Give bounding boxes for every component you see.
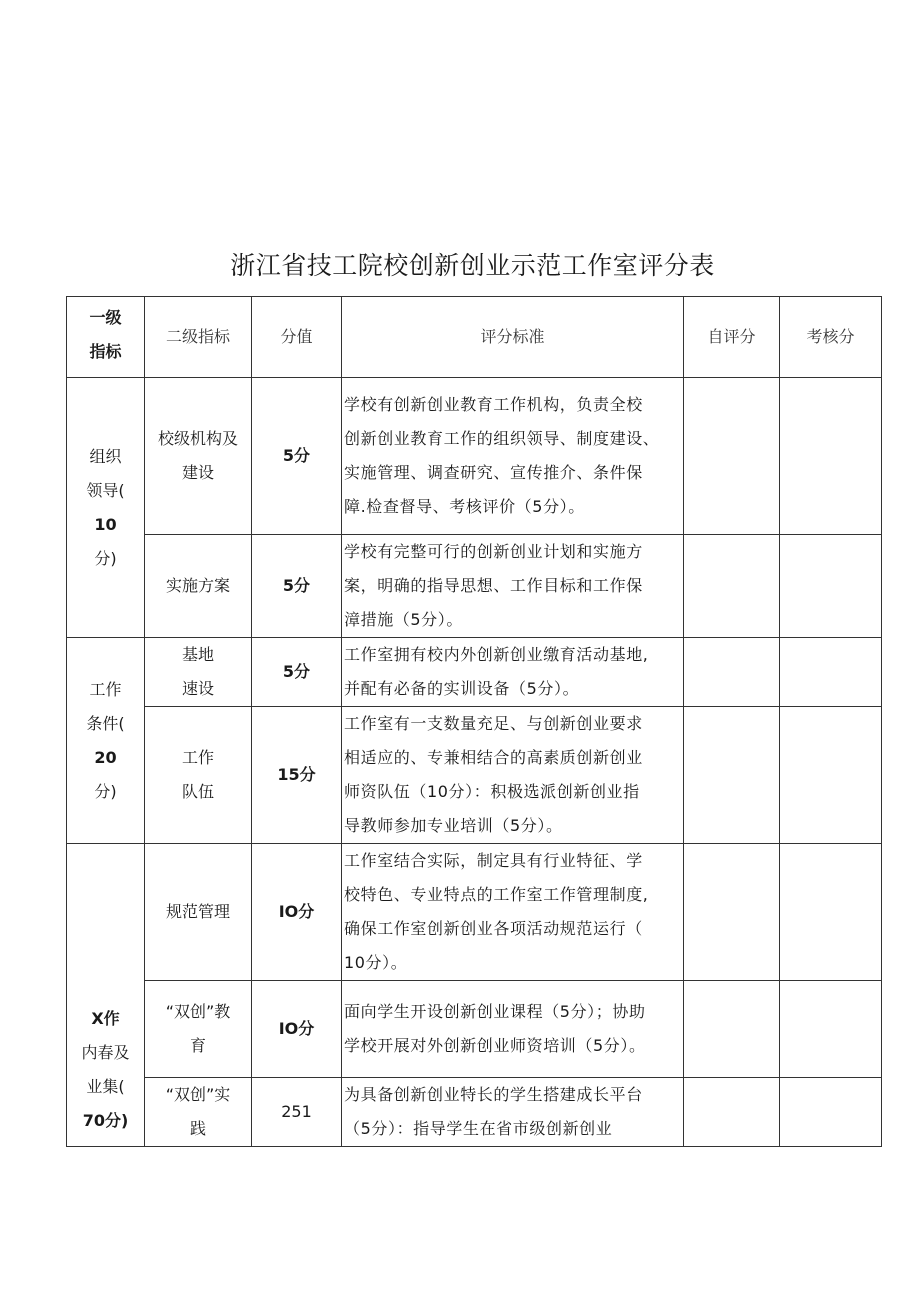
self-score-cell[interactable]	[684, 638, 780, 707]
score-cell: 5分	[252, 638, 342, 707]
level2-line: 工作	[181, 748, 214, 767]
level1-line: 业集(	[86, 1077, 125, 1096]
level2-line: 践	[189, 1119, 206, 1138]
header-standard: 评分标准	[342, 297, 684, 378]
header-level1	[67, 297, 145, 378]
standard-line: 校特色、专业特点的工作室工作管理制度,	[344, 885, 649, 904]
standard-line: 10分）。	[344, 953, 408, 972]
self-score-cell[interactable]	[684, 844, 780, 981]
score-table	[66, 296, 882, 1147]
level2-cell	[145, 1078, 252, 1147]
standard-line: 案，明确的指导思想、工作目标和工作保	[344, 576, 643, 595]
score-cell: 15分	[252, 707, 342, 844]
level2-line: “双创”实	[165, 1085, 231, 1104]
standard-line: 学校有创新创业教育工作机构，负责全校	[344, 395, 643, 414]
standard-line: 学校有完整可行的创新创业计划和实施方	[344, 542, 643, 561]
level1-line: 70分)	[82, 1111, 129, 1130]
level2-line: 基地	[181, 645, 214, 664]
level1-cell	[67, 378, 145, 638]
score-cell: 5分	[252, 535, 342, 638]
standard-cell	[342, 535, 684, 638]
table-row	[67, 844, 882, 981]
standard-line: 为具备创新创业特长的学生搭建成长平台	[344, 1085, 643, 1104]
standard-cell	[342, 981, 684, 1078]
header-level1-line1: 一级	[89, 308, 122, 327]
level2-cell	[145, 378, 252, 535]
self-score-cell[interactable]	[684, 981, 780, 1078]
standard-line: 相适应的、专兼相结合的高素质创新创业	[344, 748, 643, 767]
header-level1-line2: 指标	[89, 342, 122, 361]
review-score-cell[interactable]	[780, 981, 882, 1078]
standard-line: 工作室结合实际，制定具有行业特征、学	[344, 851, 643, 870]
review-score-cell[interactable]	[780, 535, 882, 638]
review-score-cell[interactable]	[780, 1078, 882, 1147]
table-row	[67, 981, 882, 1078]
table-row	[67, 378, 882, 535]
level1-line: 分)	[94, 781, 117, 801]
level2-cell	[145, 707, 252, 844]
table-row	[67, 535, 882, 638]
standard-line: 师资队伍（10分）：积极选派创新创业指	[344, 782, 640, 801]
standard-line: 创新创业教育工作的组织领导、制度建设、	[344, 429, 660, 448]
level2-line: 校级机构及	[157, 429, 238, 448]
level1-line: X作	[91, 1009, 120, 1028]
level1-line: 工作	[89, 679, 122, 699]
standard-line: 学校开展对外创新创业师资培训（5分）。	[344, 1036, 646, 1055]
level1-line: 条件(	[86, 713, 125, 733]
standard-cell	[342, 378, 684, 535]
level1-cell	[67, 844, 145, 1147]
level2-line: 队伍	[181, 782, 214, 801]
level2-cell: 规范管理	[145, 844, 252, 981]
page-title: 浙江省技工院校创新创业示范工作室评分表	[230, 251, 715, 280]
header-row	[67, 297, 882, 378]
review-score-cell[interactable]	[780, 638, 882, 707]
score-cell: IO分	[252, 844, 342, 981]
header-review-score: 考核分	[780, 297, 882, 378]
standard-cell	[342, 707, 684, 844]
standard-line: 面向学生开设创新创业课程（5分）；协助	[344, 1002, 646, 1021]
header-self-score: 自评分	[684, 297, 780, 378]
level1-line: 20	[94, 747, 117, 767]
standard-line: 导教师参加专业培训（5分）。	[344, 816, 563, 835]
standard-line: （5分）：指导学生在省市级创新创业	[344, 1119, 613, 1138]
level1-line: 内春及	[81, 1043, 130, 1062]
standard-line: 工作室有一支数量充足、与创新创业要求	[344, 714, 643, 733]
standard-line: 并配有必备的实训设备（5分）。	[344, 679, 580, 698]
level1-line: 领导(	[86, 480, 125, 500]
standard-cell	[342, 638, 684, 707]
table-row	[67, 707, 882, 844]
score-cell: IO分	[252, 981, 342, 1078]
table-row	[67, 638, 882, 707]
table-row	[67, 1078, 882, 1147]
review-score-cell[interactable]	[780, 707, 882, 844]
level2-cell	[145, 981, 252, 1078]
self-score-cell[interactable]	[684, 378, 780, 535]
level2-cell: 实施方案	[145, 535, 252, 638]
level1-line: 分)	[94, 548, 117, 568]
review-score-cell[interactable]	[780, 378, 882, 535]
level2-line: 建设	[181, 463, 214, 482]
standard-cell	[342, 1078, 684, 1147]
level2-line: “双创”教	[165, 1002, 231, 1021]
header-level2: 二级指标	[145, 297, 252, 378]
review-score-cell[interactable]	[780, 844, 882, 981]
self-score-cell[interactable]	[684, 707, 780, 844]
level1-cell	[67, 638, 145, 844]
level2-cell	[145, 638, 252, 707]
self-score-cell[interactable]	[684, 1078, 780, 1147]
self-score-cell[interactable]	[684, 535, 780, 638]
header-score: 分值	[252, 297, 342, 378]
level1-line: 10	[94, 514, 117, 534]
score-cell: 5分	[252, 378, 342, 535]
standard-cell	[342, 844, 684, 981]
standard-line: 障.检查督导、考核评价（5分）。	[344, 497, 585, 516]
standard-line: 确保工作室创新创业各项活动规范运行（	[344, 919, 643, 938]
level1-line: 组织	[89, 446, 122, 466]
level2-line: 速设	[181, 679, 214, 698]
standard-line: 漳措施（5分）。	[344, 610, 463, 629]
standard-line: 工作室拥有校内外创新创业缴育活动基地,	[344, 645, 649, 664]
score-cell: 251	[252, 1078, 342, 1147]
level2-line: 育	[189, 1036, 206, 1055]
standard-line: 实施管理、调查研究、宣传推介、条件保	[344, 463, 643, 482]
